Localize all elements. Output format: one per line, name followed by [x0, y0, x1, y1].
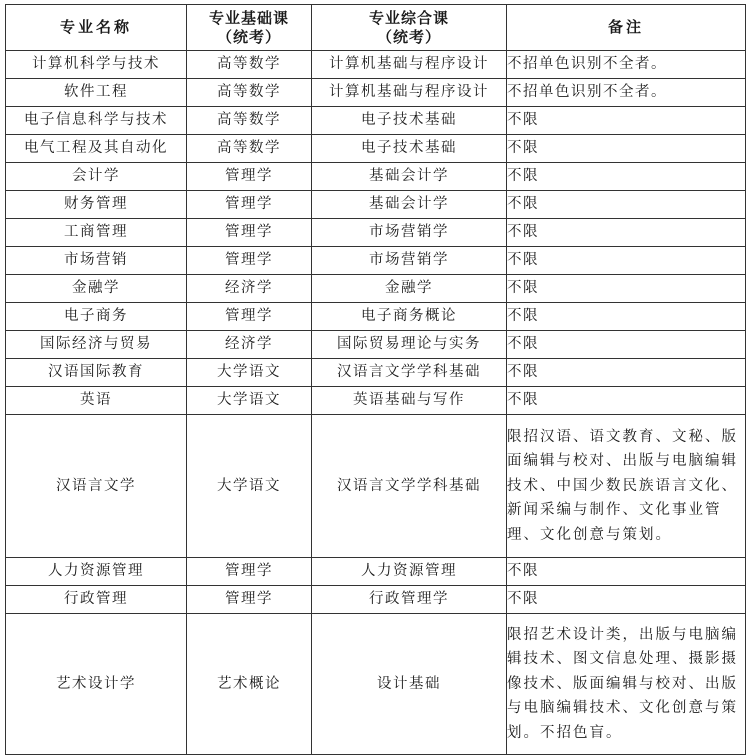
header-row	[6, 5, 746, 51]
table-row	[6, 586, 746, 614]
cell-basic-course: 管理学	[187, 558, 312, 586]
table-row	[6, 219, 746, 247]
cell-basic-course: 高等数学	[187, 135, 312, 163]
table-row	[6, 135, 746, 163]
header-major: 专业名称	[6, 5, 187, 51]
cell-basic-course: 大学语文	[187, 359, 312, 387]
header-basic-course	[187, 5, 312, 51]
table-row	[6, 51, 746, 79]
cell-basic-course: 管理学	[187, 219, 312, 247]
cell-comprehensive-course: 汉语言文学学科基础	[312, 415, 507, 558]
header-note: 备注	[507, 5, 746, 51]
cell-comprehensive-course: 人力资源管理	[312, 558, 507, 586]
table-row	[6, 107, 746, 135]
cell-comprehensive-course: 行政管理学	[312, 586, 507, 614]
header-basic-line2: （统考）	[216, 27, 281, 46]
cell-note: 不限	[507, 586, 746, 614]
cell-note: 不限	[507, 275, 746, 303]
table-row	[6, 614, 746, 755]
cell-major: 国际经济与贸易	[6, 331, 187, 359]
header-comprehensive-course	[312, 5, 507, 51]
cell-note: 不招单色识别不全者。	[507, 79, 746, 107]
cell-comprehensive-course: 基础会计学	[312, 191, 507, 219]
table-row	[6, 79, 746, 107]
cell-comprehensive-course: 汉语言文学学科基础	[312, 359, 507, 387]
cell-basic-course: 经济学	[187, 331, 312, 359]
cell-note: 不限	[507, 247, 746, 275]
cell-comprehensive-course: 基础会计学	[312, 163, 507, 191]
table-row	[6, 359, 746, 387]
cell-note: 限招艺术设计类，出版与电脑编辑技术、图文信息处理、摄影摄像技术、版面编辑与校对、出版与电脑编辑技术、文化创意与策划。不招色盲。	[507, 614, 746, 755]
cell-note: 不招单色识别不全者。	[507, 51, 746, 79]
cell-note: 限招汉语、语文教育、文秘、版面编辑与校对、出版与电脑编辑技术、中国少数民族语言文化、新闻采编与制作、文化事业管理、文化创意与策划。	[507, 415, 746, 558]
cell-comprehensive-course: 金融学	[312, 275, 507, 303]
cell-note: 不限	[507, 387, 746, 415]
cell-basic-course: 大学语文	[187, 387, 312, 415]
cell-comprehensive-course: 电子技术基础	[312, 107, 507, 135]
header-comp-line1: 专业综合课	[368, 8, 449, 27]
cell-comprehensive-course: 电子商务概论	[312, 303, 507, 331]
cell-basic-course: 管理学	[187, 191, 312, 219]
cell-basic-course: 管理学	[187, 586, 312, 614]
cell-note: 不限	[507, 331, 746, 359]
cell-note: 不限	[507, 558, 746, 586]
cell-major: 电子商务	[6, 303, 187, 331]
cell-note: 不限	[507, 107, 746, 135]
cell-comprehensive-course: 市场营销学	[312, 219, 507, 247]
cell-major: 英语	[6, 387, 187, 415]
cell-basic-course: 高等数学	[187, 51, 312, 79]
cell-comprehensive-course: 计算机基础与程序设计	[312, 51, 507, 79]
cell-major: 财务管理	[6, 191, 187, 219]
cell-note: 不限	[507, 219, 746, 247]
cell-comprehensive-course: 英语基础与写作	[312, 387, 507, 415]
cell-note: 不限	[507, 163, 746, 191]
table-row	[6, 163, 746, 191]
cell-basic-course: 大学语文	[187, 415, 312, 558]
cell-note: 不限	[507, 191, 746, 219]
header-basic-line1: 专业基础课	[208, 8, 289, 27]
cell-major: 市场营销	[6, 247, 187, 275]
cell-major: 人力资源管理	[6, 558, 187, 586]
cell-note: 不限	[507, 303, 746, 331]
table-row	[6, 415, 746, 558]
cell-comprehensive-course: 国际贸易理论与实务	[312, 331, 507, 359]
cell-basic-course: 管理学	[187, 303, 312, 331]
table-row	[6, 191, 746, 219]
cell-major: 金融学	[6, 275, 187, 303]
cell-basic-course: 艺术概论	[187, 614, 312, 755]
cell-major: 计算机科学与技术	[6, 51, 187, 79]
table-row	[6, 247, 746, 275]
cell-major: 电子信息科学与技术	[6, 107, 187, 135]
cell-comprehensive-course: 电子技术基础	[312, 135, 507, 163]
cell-major: 行政管理	[6, 586, 187, 614]
admission-table	[5, 4, 746, 755]
cell-basic-course: 经济学	[187, 275, 312, 303]
cell-comprehensive-course: 市场营销学	[312, 247, 507, 275]
cell-major: 软件工程	[6, 79, 187, 107]
cell-major: 会计学	[6, 163, 187, 191]
header-comp-line2: （统考）	[376, 27, 441, 46]
cell-major: 汉语言文学	[6, 415, 187, 558]
table-row	[6, 387, 746, 415]
table-row	[6, 275, 746, 303]
cell-note: 不限	[507, 359, 746, 387]
cell-major: 艺术设计学	[6, 614, 187, 755]
cell-basic-course: 高等数学	[187, 79, 312, 107]
cell-basic-course: 管理学	[187, 247, 312, 275]
cell-major: 电气工程及其自动化	[6, 135, 187, 163]
cell-major: 工商管理	[6, 219, 187, 247]
table-row	[6, 558, 746, 586]
cell-basic-course: 高等数学	[187, 107, 312, 135]
cell-basic-course: 管理学	[187, 163, 312, 191]
cell-note: 不限	[507, 135, 746, 163]
table-row	[6, 331, 746, 359]
cell-comprehensive-course: 计算机基础与程序设计	[312, 79, 507, 107]
table-row	[6, 303, 746, 331]
cell-comprehensive-course: 设计基础	[312, 614, 507, 755]
cell-major: 汉语国际教育	[6, 359, 187, 387]
